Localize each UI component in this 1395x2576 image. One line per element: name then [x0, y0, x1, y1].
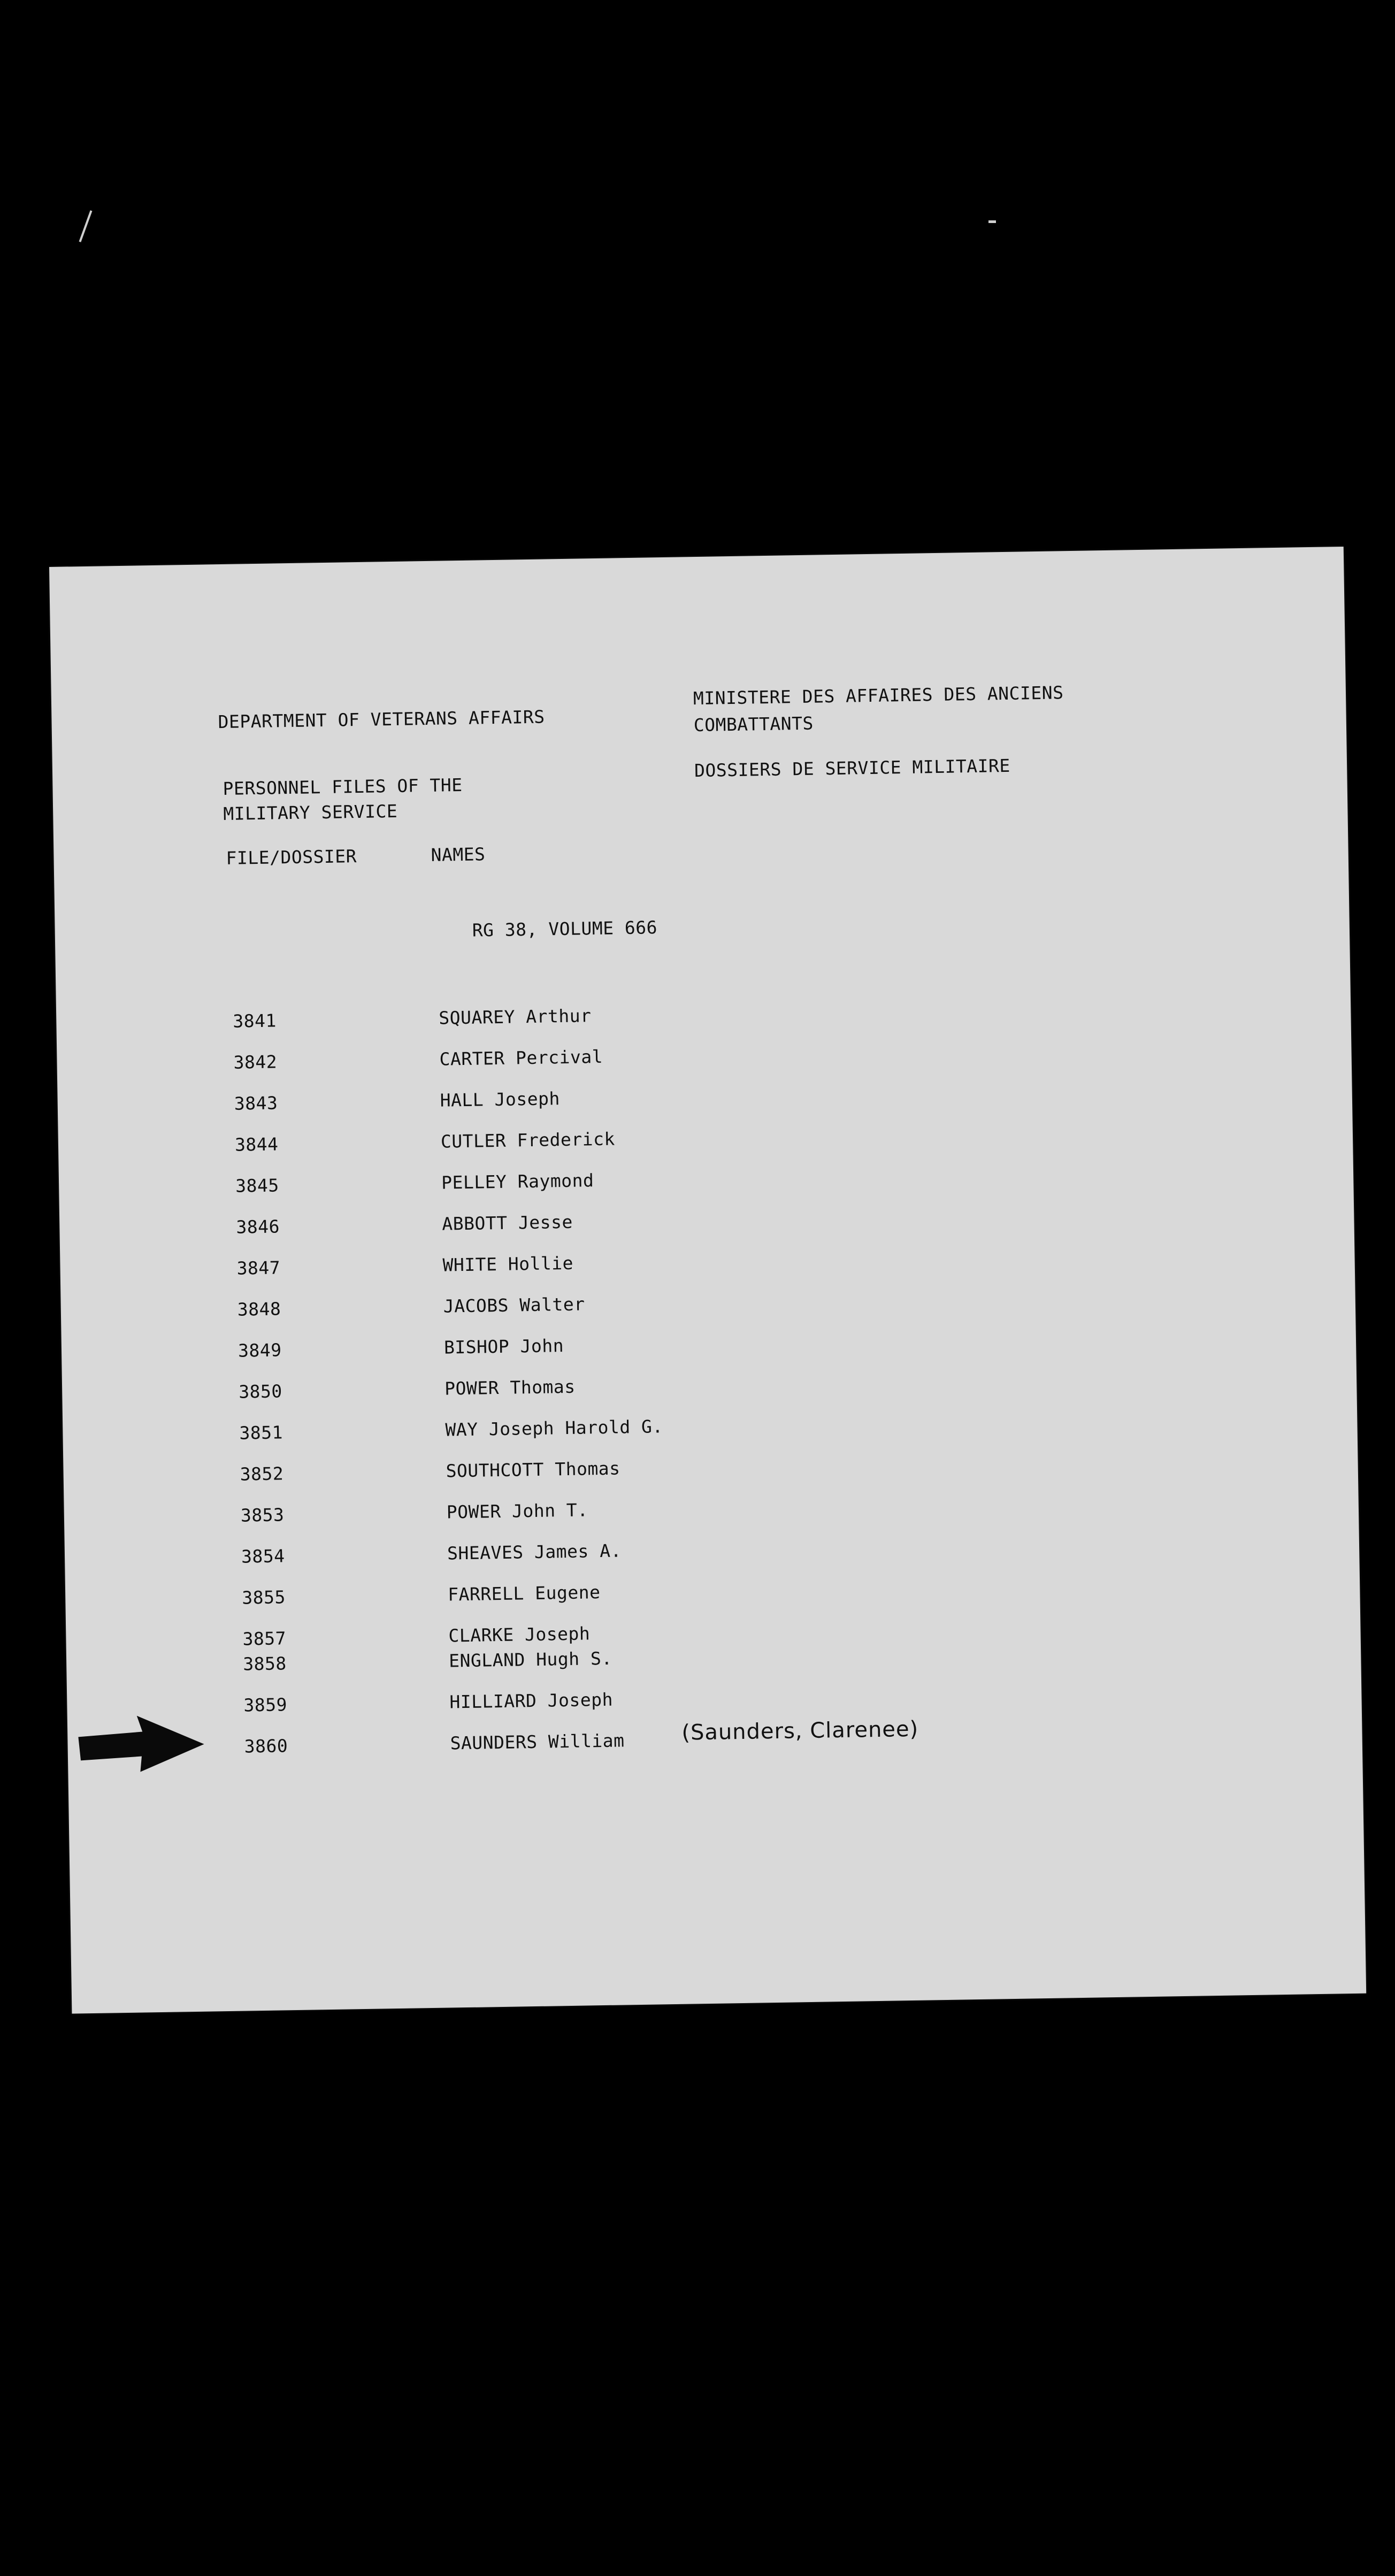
arrow-right-icon [78, 1715, 208, 1776]
file-number: 3850 [238, 1381, 283, 1402]
file-number: 3847 [236, 1257, 281, 1279]
person-name: WHITE Hollie [442, 1252, 574, 1276]
person-name: SQUAREY Arthur [439, 1005, 592, 1029]
person-name: ABBOTT Jesse [442, 1211, 573, 1235]
file-number: 3858 [242, 1653, 287, 1675]
person-name: WAY Joseph Harold G. [445, 1416, 664, 1440]
person-name: FARRELL Eugene [447, 1582, 601, 1605]
volume-reference: RG 38, VOLUME 666 [472, 917, 658, 941]
person-name: SHEAVES James A. [447, 1540, 622, 1564]
files-heading-fr: DOSSIERS DE SERVICE MILITAIRE [694, 755, 1011, 781]
department-title-fr-line1: MINISTERE DES AFFAIRES DES ANCIENS [693, 682, 1064, 709]
file-number: 3860 [244, 1735, 288, 1757]
person-name: SAUNDERS William [450, 1730, 625, 1754]
file-number: 3852 [240, 1463, 284, 1485]
file-number: 3841 [233, 1010, 277, 1032]
file-number: 3855 [242, 1586, 286, 1608]
person-name: POWER Thomas [444, 1376, 576, 1399]
files-heading-en-line1: PERSONNEL FILES OF THE [223, 774, 463, 799]
handwritten-annotation: (Saunders, Clarenee) [681, 1716, 919, 1745]
person-name: CARTER Percival [439, 1046, 603, 1070]
person-name: CUTLER Frederick [440, 1128, 616, 1152]
scan-speck [79, 210, 93, 242]
file-number: 3848 [237, 1298, 281, 1320]
department-title-en: DEPARTMENT OF VETERANS AFFAIRS [218, 706, 545, 733]
person-name: ENGLAND Hugh S. [448, 1647, 612, 1672]
person-name: HILLIARD Joseph [449, 1689, 614, 1713]
file-number: 3845 [235, 1175, 279, 1197]
file-number: 3849 [237, 1339, 282, 1361]
file-number: 3854 [241, 1545, 285, 1567]
column-header-file: FILE/DOSSIER [226, 846, 357, 869]
file-number: 3844 [234, 1133, 279, 1155]
department-title-fr-line2: COMBATTANTS [693, 712, 814, 736]
file-number: 3859 [243, 1694, 288, 1716]
file-number: 3853 [240, 1504, 285, 1526]
scan-speck [988, 220, 996, 223]
person-name: JACOBS Walter [443, 1293, 585, 1317]
file-number: 3846 [236, 1216, 280, 1238]
file-number: 3857 [242, 1628, 287, 1650]
document-page [49, 547, 1366, 2014]
person-name: BISHOP John [443, 1335, 564, 1358]
files-heading-en-line2: MILITARY SERVICE [223, 800, 398, 824]
person-name: SOUTHCOTT Thomas [446, 1458, 620, 1482]
file-number: 3842 [233, 1051, 278, 1073]
column-header-names: NAMES [431, 844, 486, 865]
person-name: HALL Joseph [440, 1088, 561, 1111]
file-number: 3851 [239, 1422, 283, 1444]
person-name: CLARKE Joseph [448, 1623, 591, 1646]
person-name: PELLEY Raymond [441, 1170, 594, 1193]
file-number: 3843 [234, 1092, 278, 1114]
person-name: POWER John T. [446, 1499, 588, 1523]
